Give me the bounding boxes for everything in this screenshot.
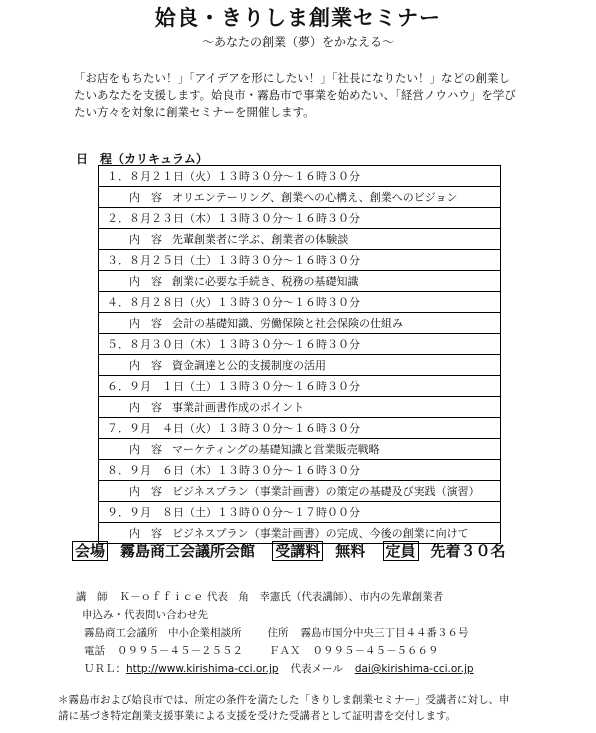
session-content: ビジネスプラン（事業計画書）の策定の基礎及び実践（演習） <box>172 485 480 498</box>
session-content: マーケティングの基礎知識と営業販売戦略 <box>172 443 380 456</box>
intro-line: 「お店をもちたい！」「アイデアを形にしたい！」「社長になりたい！」などの創業し <box>74 71 510 85</box>
session-date-row <box>99 334 501 355</box>
session-date-row <box>99 502 501 523</box>
org-line <box>76 624 474 642</box>
content-label: 内 容 <box>129 485 162 498</box>
fax-value: ０９９５－４５－５６６９ <box>312 645 439 657</box>
session-content: 先輩創業者に学ぶ、創業者の体験談 <box>172 233 349 246</box>
content-label: 内 容 <box>129 317 162 330</box>
address-value: 霧島市国分中央三丁目４４番３６号 <box>300 627 469 639</box>
org-name: 霧島商工会議所 中小企業相談所 <box>84 627 242 639</box>
session-date: １．８月２１日（火）１３時３０分～１６時３０分 <box>99 166 501 187</box>
intro-line: たいあなたを支援します。姶良市・霧島市で事業を始めたい、「経営ノウハウ」を学び <box>74 88 516 102</box>
session-date: ７．９月 ４日（火）１３時３０分～１６時３０分 <box>99 418 501 439</box>
venue-fee-capacity <box>72 540 518 561</box>
session-date: ９．９月 ８日（土）１３時００分～１７時００分 <box>99 502 501 523</box>
session-content-row <box>99 397 501 418</box>
session-date: ２．８月２３日（木）１３時３０分～１６時３０分 <box>99 208 501 229</box>
intro-line: たい方々を対象に創業セミナーを開催します。 <box>74 105 315 119</box>
footnote-line: 請に基づき特定創業支援事業による支援を受けた受講者として証明書を交付します。 <box>58 710 457 722</box>
page-title: 姶良・きりしま創業セミナー <box>155 6 441 30</box>
content-label: 内 容 <box>129 443 162 456</box>
session-date-row <box>99 460 501 481</box>
content-label: 内 容 <box>129 233 162 246</box>
session-content-row <box>99 187 501 208</box>
capacity-value: 先着３０名 <box>430 542 506 560</box>
url-line <box>76 660 474 678</box>
session-date-row <box>99 208 501 229</box>
session-content-row <box>99 313 501 334</box>
session-content-row <box>99 229 501 250</box>
content-label: 内 容 <box>129 401 162 414</box>
url-label: ＵＲＬ： <box>84 663 126 675</box>
phone-value: ０９９５－４５－２５５２ <box>117 645 243 657</box>
session-content: 会計の基礎知識、労働保険と社会保険の仕組み <box>172 317 403 330</box>
session-content: 資金調達と公的支援制度の活用 <box>172 359 326 372</box>
phone-line <box>76 642 474 660</box>
schedule-table <box>98 165 501 544</box>
address-label: 住所 <box>267 627 289 639</box>
lecturer-line <box>76 588 474 606</box>
page-subtitle: ～あなたの創業（夢）をかなえる～ <box>201 35 394 49</box>
session-date-row <box>99 418 501 439</box>
session-date-row <box>99 376 501 397</box>
phone-label: 電話 <box>84 645 105 657</box>
lecturer-value: Ｋ－ｏｆｆｉｃｅ 代表 角 幸憲氏（代表講師）、市内の先輩創業者 <box>119 591 444 603</box>
session-content: 創業に必要な手続き、税務の基礎知識 <box>172 275 359 288</box>
session-date: ３．８月２５日（土）１３時３０分～１６時３０分 <box>99 250 501 271</box>
session-content: 事業計画書作成のポイント <box>172 401 304 414</box>
footnote <box>58 692 558 724</box>
session-date-row <box>99 250 501 271</box>
session-content-row <box>99 271 501 292</box>
content-label: 内 容 <box>129 275 162 288</box>
content-label: 内 容 <box>129 359 162 372</box>
session-content: ビジネスプラン（事業計画書）の完成、今後の創業に向けて <box>172 527 469 540</box>
session-date: ５．８月３０日（木）１３時３０分～１６時３０分 <box>99 334 501 355</box>
email-link[interactable]: dai@kirishima-cci.or.jp <box>354 663 474 675</box>
lecturer-label: 講 師 <box>76 591 108 603</box>
session-date-row <box>99 166 501 187</box>
email-label: 代表メール <box>290 663 343 675</box>
footnote-line: ＊霧島市および姶良市では、所定の条件を満たした「きりしま創業セミナー」受講者に対し、申 <box>58 694 510 706</box>
intro-text <box>74 70 544 121</box>
session-date: ６．９月 １日（土）１３時３０分～１６時３０分 <box>99 376 501 397</box>
session-content-row <box>99 439 501 460</box>
contact-heading: 申込み・代表問い合わせ先 <box>82 609 208 621</box>
content-label: 内 容 <box>129 527 162 540</box>
session-content-row <box>99 481 501 502</box>
schedule-heading: 日 程（カリキュラム） <box>76 152 208 166</box>
capacity-label: 定員 <box>383 541 419 561</box>
contact-info <box>76 588 474 678</box>
session-date-row <box>99 292 501 313</box>
venue-label: 会場 <box>72 541 108 561</box>
session-content: オリエンテーリング、創業への心構え、創業へのビジョン <box>172 191 458 204</box>
fax-label: ＦＡＸ <box>269 645 301 657</box>
fee-label: 受講料 <box>272 541 323 561</box>
website-link[interactable]: http://www.kirishima-cci.or.jp <box>126 663 279 675</box>
content-label: 内 容 <box>129 191 162 204</box>
venue-value: 霧島商工会議所会館 <box>120 542 256 560</box>
fee-value: 無料 <box>335 542 366 560</box>
session-content-row <box>99 355 501 376</box>
session-date: ８．９月 ６日（木）１３時３０分～１６時３０分 <box>99 460 501 481</box>
session-date: ４．８月２８日（火）１３時３０分～１６時３０分 <box>99 292 501 313</box>
